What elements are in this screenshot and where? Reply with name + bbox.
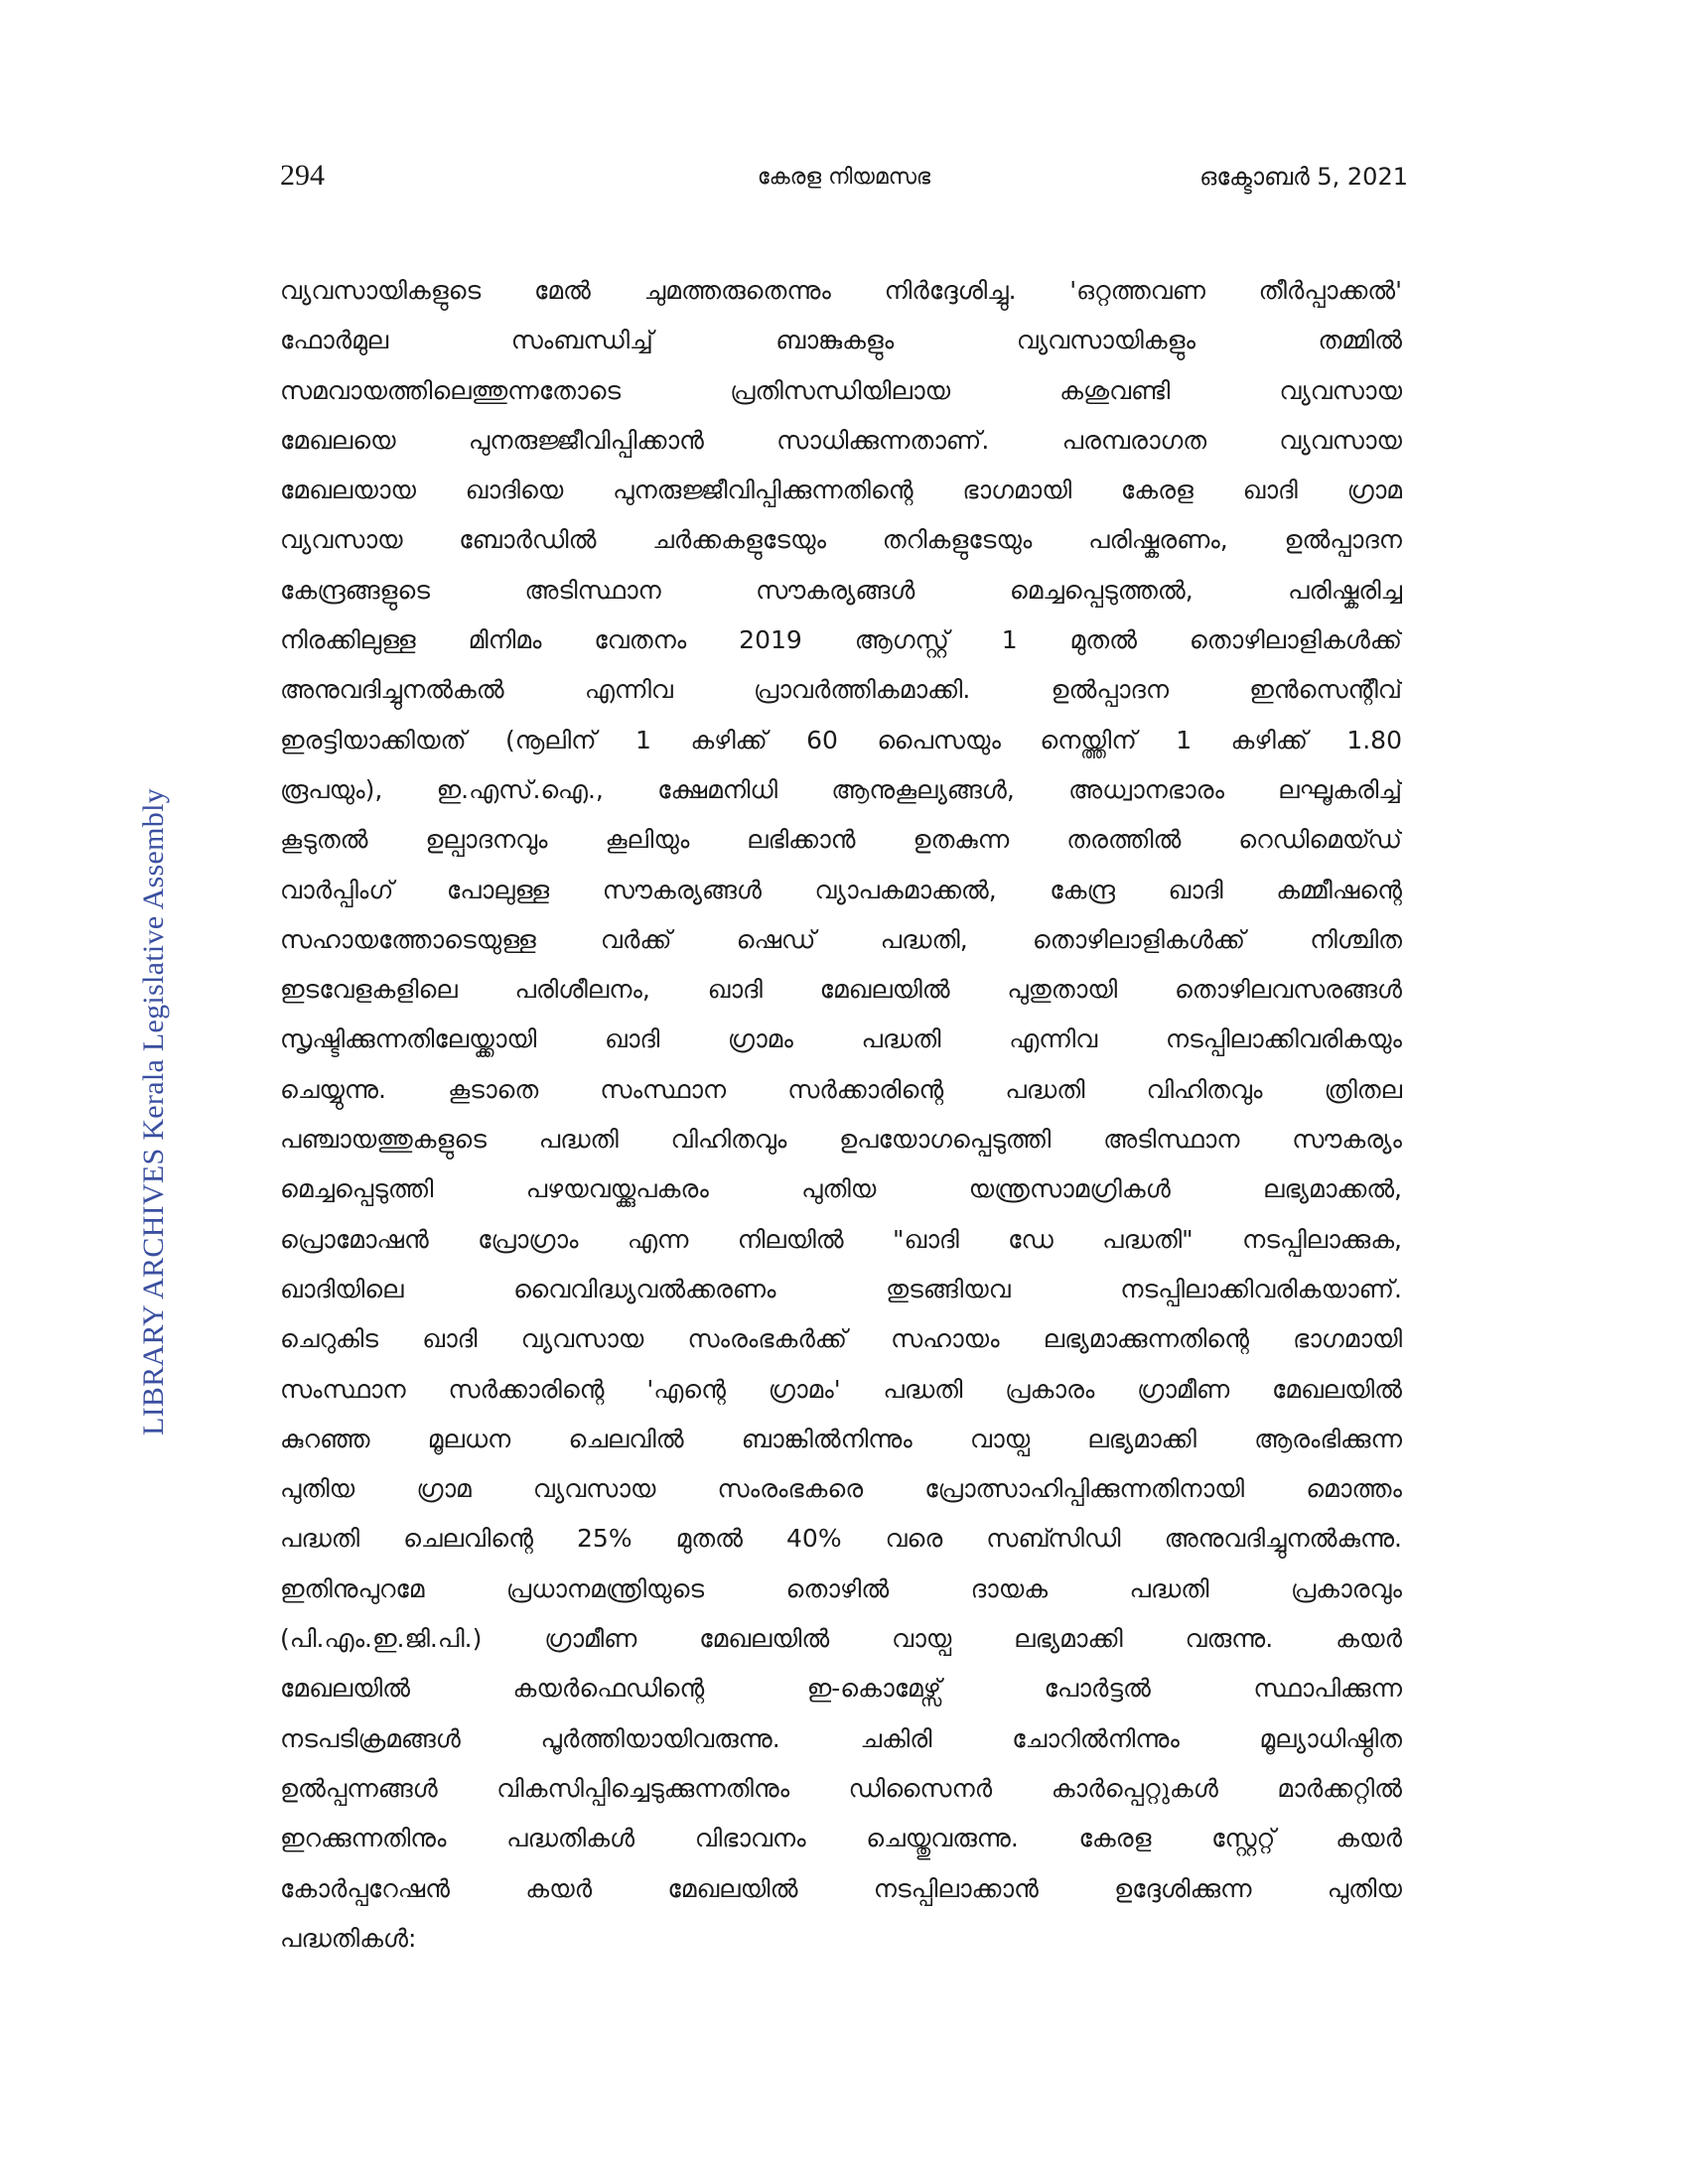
body-text bbox=[280, 266, 1402, 1964]
text-line: നിരക്കിലുള്ള മിനിമം വേതനം 2019 ആഗസ്റ്റ് 1 മുതൽ തൊഴിലാളികൾക്ക് bbox=[280, 625, 1402, 655]
text-line: (പി.എം.ഇ.ജി.പി.) ഗ്രാമീണ മേഖലയിൽ വായ്പ ലഭ്യമാക്കി വരുന്നു. കയർ bbox=[280, 1624, 1402, 1654]
running-title: കേരള നിയമസഭ bbox=[757, 165, 931, 190]
text-line: കൂടുതൽ ഉല്പാദനവും കൂലിയും ലഭിക്കാൻ ഉതകുന്ന തരത്തിൽ റെഡിമെയ്ഡ് bbox=[280, 825, 1402, 855]
text-line: സമവായത്തിലെത്തുന്നതോടെ പ്രതിസന്ധിയിലായ കശുവണ്ടി വ്യവസായ bbox=[280, 375, 1402, 405]
text-line: അനുവദിച്ചുനൽകൽ എന്നിവ പ്രാവർത്തികമാക്കി. ഉൽപ്പാദന ഇൻസെന്റീവ് bbox=[280, 675, 1402, 705]
text-line: ഇരട്ടിയാക്കിയത് (നൂലിന് 1 കഴിക്ക് 60 പൈസയും നെയ്ത്തിന് 1 കഴിക്ക് 1.80 bbox=[280, 725, 1402, 754]
text-line: മേഖലയെ പുനരുജ്ജീവിപ്പിക്കാൻ സാധിക്കുന്നതാണ്. പരമ്പരാഗത വ്യവസായ bbox=[280, 425, 1402, 455]
text-line: പ്രൊമോഷൻ പ്രോഗ്രാം എന്ന നിലയിൽ "ഖാദി ഡേ പദ്ധതി" നടപ്പിലാക്കുക, bbox=[280, 1224, 1402, 1254]
text-line: ഉൽപ്പന്നങ്ങൾ വികസിപ്പിച്ചെടുക്കുന്നതിനും ഡിസൈനർ കാർപ്പെറ്റുകൾ മാർക്കറ്റിൽ bbox=[280, 1773, 1402, 1803]
text-line: പുതിയ ഗ്രാമ വ്യവസായ സംരംഭകരെ പ്രോത്സാഹിപ്പിക്കുന്നതിനായി മൊത്തം bbox=[280, 1474, 1402, 1504]
text-line: സംസ്ഥാന സർക്കാരിന്റെ 'എന്റെ ഗ്രാമം' പദ്ധതി പ്രകാരം ഗ്രാമീണ മേഖലയിൽ bbox=[280, 1374, 1402, 1404]
text-line: കോർപ്പറേഷൻ കയർ മേഖലയിൽ നടപ്പിലാക്കാൻ ഉദ്ദേശിക്കുന്ന പുതിയ bbox=[280, 1873, 1402, 1903]
text-line: കുറഞ്ഞ മൂലധന ചെലവിൽ ബാങ്കിൽനിന്നും വായ്പ ലഭ്യമാക്കി ആരംഭിക്കുന്ന bbox=[280, 1424, 1402, 1453]
text-line: പദ്ധതി ചെലവിന്റെ 25% മുതൽ 40% വരെ സബ്സിഡി അനുവദിച്ചുനൽകുന്നു. bbox=[280, 1524, 1402, 1554]
text-line: പദ്ധതികൾ: bbox=[280, 1923, 417, 1953]
text-line: ഖാദിയിലെ വൈവിദ്ധ്യവൽക്കരണം തുടങ്ങിയവ നടപ്പിലാക്കിവരികയാണ്. bbox=[280, 1274, 1402, 1303]
archive-watermark: LIBRARY ARCHIVES Kerala Legislative Assembly bbox=[137, 787, 170, 1436]
page-date: ഒക്ടോബർ 5, 2021 bbox=[1199, 163, 1408, 191]
text-line: ഇടവേളകളിലെ പരിശീലനം, ഖാദി മേഖലയിൽ പുതുതായി തൊഴിലവസരങ്ങൾ bbox=[280, 975, 1402, 1005]
page-number: 294 bbox=[280, 159, 325, 192]
text-line: ചെയ്യുന്നു. കൂടാതെ സംസ്ഥാന സർക്കാരിന്റെ പദ്ധതി വിഹിതവും ത്രിതല bbox=[280, 1074, 1402, 1104]
text-line: സഹായത്തോടെയുള്ള വർക്ക് ഷെഡ് പദ്ധതി, തൊഴിലാളികൾക്ക് നിശ്ചിത bbox=[280, 924, 1402, 954]
text-line: ചെറുകിട ഖാദി വ്യവസായ സംരംഭകർക്ക് സഹായം ലഭ്യമാക്കുന്നതിന്റെ ഭാഗമായി bbox=[280, 1324, 1402, 1354]
text-line: ഇതിനുപുറമേ പ്രധാനമന്ത്രിയുടെ തൊഴിൽ ദായക പദ്ധതി പ്രകാരവും bbox=[280, 1573, 1402, 1603]
text-line: പഞ്ചായത്തുകളുടെ പദ്ധതി വിഹിതവും ഉപയോഗപ്പെടുത്തി അടിസ്ഥാന സൗകര്യം bbox=[280, 1125, 1402, 1155]
text-line: ഫോർമുല സംബന്ധിച്ച് ബാങ്കുകളും വ്യവസായികളും തമ്മിൽ bbox=[280, 326, 1402, 355]
text-line: രൂപയും), ഇ.എസ്.ഐ., ക്ഷേമനിധി ആനുകൂല്യങ്ങൾ, അധ്വാനഭാരം ലഘൂകരിച്ച് bbox=[280, 774, 1402, 804]
text-line: വ്യവസായ ബോർഡിൽ ചർക്കകളുടേയും തറികളുടേയും പരിഷ്കരണം, ഉൽപ്പാദന bbox=[280, 525, 1402, 555]
text-line: നടപടിക്രമങ്ങൾ പൂർത്തിയായിവരുന്നു. ചകിരി ചോറിൽനിന്നും മൂല്യാധിഷ്ഠിത bbox=[280, 1723, 1402, 1753]
text-line: മേഖലയായ ഖാദിയെ പുനരുജ്ജീവിപ്പിക്കുന്നതിന്റെ ഭാഗമായി കേരള ഖാദി ഗ്രാമ bbox=[280, 476, 1402, 505]
text-line: മേഖലയിൽ കയർഫെഡിന്റെ ഇ-കൊമേഴ്സ് പോർട്ടൽ സ്ഥാപിക്കുന്ന bbox=[280, 1674, 1402, 1704]
text-line: ഇറക്കുന്നതിനും പദ്ധതികൾ വിഭാവനം ചെയ്തുവരുന്നു. കേരള സ്റ്റേറ്റ് കയർ bbox=[280, 1824, 1402, 1853]
text-line: കേന്ദ്രങ്ങളുടെ അടിസ്ഥാന സൗകര്യങ്ങൾ മെച്ചപ്പെടുത്തൽ, പരിഷ്കരിച്ച bbox=[280, 575, 1402, 605]
text-line: വ്യവസായികളുടെ മേൽ ചുമത്തരുതെന്നും നിർദ്ദേശിച്ചു. 'ഒറ്റത്തവണ തീർപ്പാക്കൽ' bbox=[280, 276, 1402, 305]
text-line: മെച്ചപ്പെടുത്തി പഴയവയ്ക്കുപകരം പുതിയ യന്ത്രസാമഗ്രികൾ ലഭ്യമാക്കൽ, bbox=[280, 1174, 1402, 1204]
text-line: വാർപ്പിംഗ് പോലുള്ള സൗകര്യങ്ങൾ വ്യാപകമാക്കൽ, കേന്ദ്ര ഖാദി കമ്മീഷന്റെ bbox=[280, 875, 1402, 904]
text-line: സൃഷ്ടിക്കുന്നതിലേയ്ക്കായി ഖാദി ഗ്രാമം പദ്ധതി എന്നിവ നടപ്പിലാക്കിവരികയും bbox=[280, 1024, 1402, 1054]
